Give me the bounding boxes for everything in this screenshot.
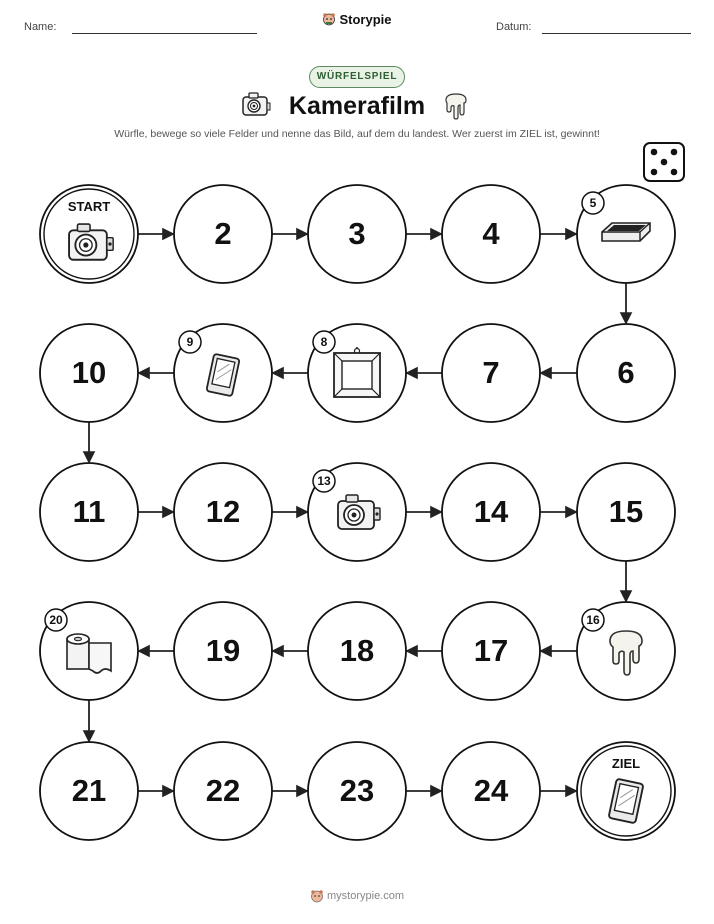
- space-number: 23: [339, 773, 375, 808]
- space-number: 2: [214, 216, 232, 251]
- instructions: Würfle, bewege so viele Felder und nenne das Bild, auf dem du landest. Wer zuerst im ZIEL ist, gewinnt!: [114, 128, 600, 140]
- hanging-frame-icon: [334, 347, 380, 397]
- space-number: 17: [473, 633, 509, 668]
- name-label: Name:: [24, 21, 57, 33]
- developing-tray-icon: [602, 223, 650, 241]
- space-number: 10: [71, 355, 107, 390]
- space-small-number: 13: [317, 474, 331, 488]
- footer-url: mystorypie.com: [327, 889, 405, 902]
- space-small-number: 16: [586, 613, 600, 627]
- goal-label: ZIEL: [611, 756, 641, 771]
- space-number: 22: [205, 773, 241, 808]
- space-number: 21: [71, 773, 107, 808]
- footer: [0, 889, 714, 903]
- space-small-number: 20: [49, 613, 63, 627]
- space-small-number: 9: [186, 335, 194, 349]
- brand-name: Storypie: [339, 12, 392, 27]
- game-type-badge: WÜRFELSPIEL: [309, 66, 405, 88]
- game-title: Kamerafilm: [288, 92, 426, 120]
- start-label: START: [67, 199, 111, 214]
- space-small-number: 8: [320, 335, 328, 349]
- space-number: 12: [205, 494, 241, 529]
- space-number: 18: [339, 633, 375, 668]
- storypie-logo-icon: [310, 889, 324, 903]
- space-number: 19: [205, 633, 241, 668]
- space-number: 4: [482, 216, 500, 251]
- space-number: 11: [72, 494, 106, 529]
- space-number: 15: [608, 494, 644, 529]
- space-number: 14: [473, 494, 509, 529]
- space-number: 3: [348, 216, 366, 251]
- space-small-number: 5: [589, 196, 597, 210]
- date-label: Datum:: [496, 21, 532, 33]
- space-number: 24: [473, 773, 509, 808]
- space-number: 6: [617, 355, 635, 390]
- space-number: 7: [482, 355, 500, 390]
